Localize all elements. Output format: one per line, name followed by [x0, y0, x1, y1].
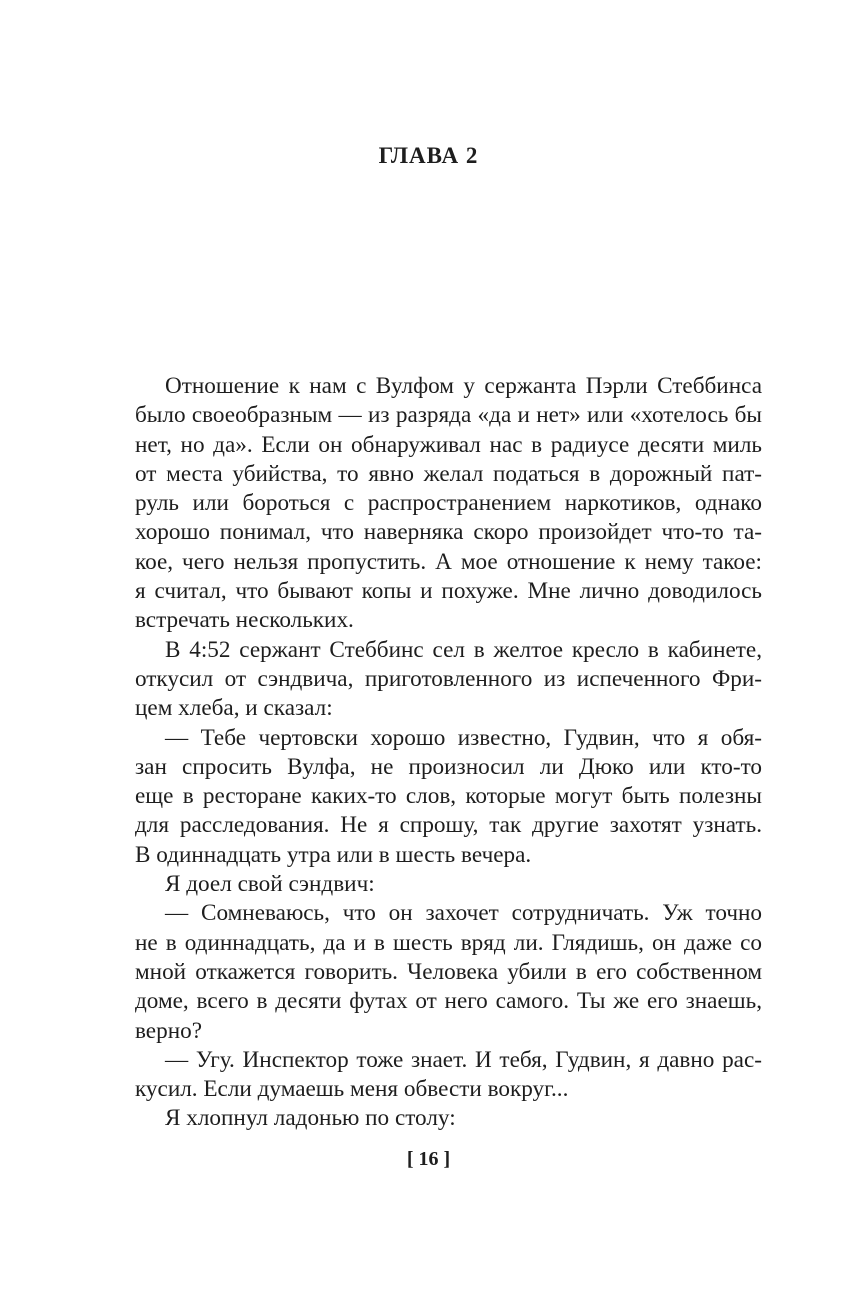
text-line: зан спросить Вулфа, не произносил ли Дюко или кто-то — [135, 753, 762, 780]
text-line: нет, но да». Если он обнаруживал нас в радиусе десяти миль — [135, 431, 762, 458]
text-line: цем хлеба, и сказал: — [135, 695, 333, 722]
text-line: верно? — [135, 1017, 202, 1044]
text-line: — Тебе чертовски хорошо известно, Гудвин, что я обя- — [165, 724, 762, 751]
text-line: для расследования. Не я спрошу, так другие захотят узнать. — [135, 812, 762, 839]
text-line: Я хлопнул ладонью по столу: — [165, 1105, 456, 1132]
text-line: — Угу. Инспектор тоже знает. И тебя, Гудвин, я давно рас- — [165, 1046, 762, 1073]
text-line: доме, всего в десяти футах от него самого. Ты же его знаешь, — [135, 988, 762, 1015]
text-line: — Сомневаюсь, что он захочет сотрудничать. Уж точно — [165, 900, 762, 927]
body-text — [135, 372, 762, 1134]
text-line: от места убийства, то явно желал податься в дорожный пат- — [135, 460, 762, 487]
text-line: не в одиннадцать, да и в шесть вряд ли. Глядишь, он даже со — [135, 929, 762, 956]
text-line: кусил. Если думаешь меня обвести вокруг... — [135, 1076, 569, 1103]
text-line: руль или бороться с распространением наркотиков, однако — [135, 490, 762, 517]
text-line: Я доел свой сэндвич: — [165, 871, 375, 898]
text-line: кое, чего нельзя пропустить. А мое отношение к нему такое: — [135, 548, 762, 575]
text-line: В одиннадцать утра или в шесть вечера. — [135, 841, 532, 868]
text-line: еще в ресторане каких-то слов, которые могут быть полезны — [135, 783, 762, 810]
text-line: было своеобразным — из разряда «да и нет» или «хотелось бы — [135, 402, 762, 429]
text-line: встречать нескольких. — [135, 607, 354, 634]
chapter-title: ГЛАВА 2 — [378, 143, 479, 168]
page-number: [ 16 ] — [406, 1148, 451, 1170]
text-line: откусил от сэндвича, приготовленного из испеченного Фри- — [135, 665, 762, 692]
text-line: Отношение к нам с Вулфом у сержанта Пэрли Стеббинса — [165, 373, 762, 399]
text-line: В 4:52 сержант Стеббинс сел в желтое кресло в кабинете, — [165, 636, 762, 663]
text-line: хорошо понимал, что наверняка скоро произойдет что-то та- — [135, 519, 762, 546]
text-line: мной откажется говорить. Человека убили в его собственном — [135, 958, 762, 985]
text-line: я считал, что бывают копы и похуже. Мне лично доводилось — [135, 578, 762, 605]
